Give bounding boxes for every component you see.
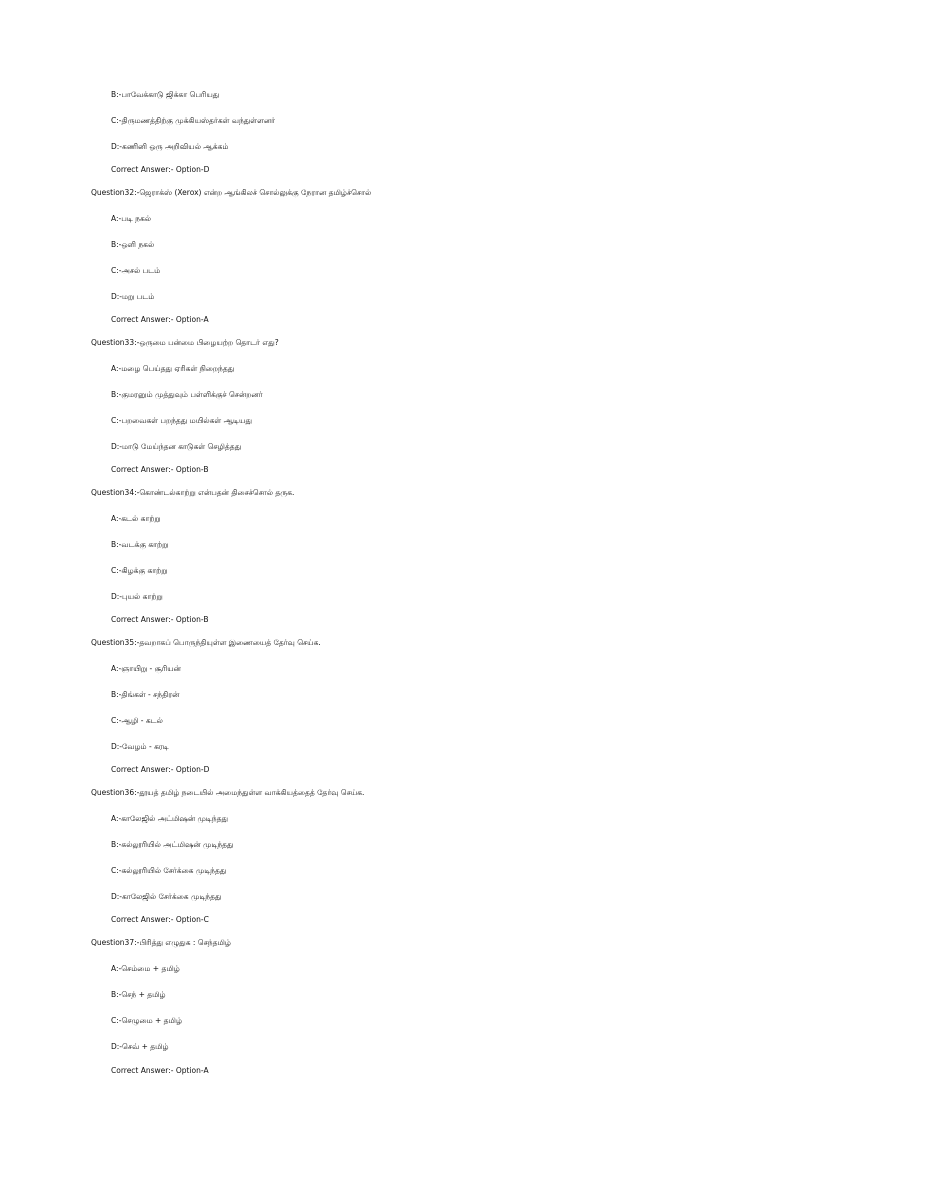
option-label: D:-: [111, 442, 123, 451]
question-text: தவறாகப் பொருந்தியுள்ள இணையைத் தேர்வு செய்க.: [139, 638, 321, 647]
option-d: [111, 892, 222, 902]
option-text: செவ் + தமிழ்: [122, 1042, 169, 1051]
option-label: C:-: [111, 416, 122, 425]
option-label: C:-: [111, 716, 122, 725]
question-37: [91, 938, 231, 948]
correct-answer: Correct Answer:- Option-A: [111, 315, 209, 324]
option-d: [111, 292, 154, 302]
option-text: செந் + தமிழ்: [121, 990, 166, 999]
option-b: [111, 990, 166, 1000]
option-a: [111, 514, 161, 524]
option-label: A:-: [111, 664, 122, 673]
question-32: [91, 188, 371, 198]
option-label: A:-: [111, 814, 122, 823]
question-text: ஒருமை பன்மை பிழையற்ற தொடர் எது?: [139, 338, 279, 347]
option-text: காலேஜில் அட்மிஷன் முடிந்தது: [121, 814, 228, 823]
option-c: [111, 416, 252, 426]
option-d: [111, 742, 169, 752]
question-number: Question34:-: [91, 488, 140, 497]
correct-answer: Correct Answer:- Option-A: [111, 1066, 209, 1075]
option-text: திங்கள் - சந்திரன்: [121, 690, 180, 699]
option-c: [111, 1016, 182, 1026]
option-c: [111, 716, 163, 726]
option-label: C:-: [111, 116, 122, 125]
option-c: [111, 116, 275, 126]
option-text: படி நகல்: [121, 214, 152, 223]
option-label: A:-: [111, 364, 122, 373]
option-label: B:-: [111, 990, 122, 999]
option-text: பாவேக்காடு ஜிக்கா பெரியது: [121, 90, 220, 99]
option-text: கல்லூரியில் அட்மிஷன் முடிந்தது: [121, 840, 234, 849]
option-text: மறு படம்: [122, 292, 155, 301]
option-label: D:-: [111, 1042, 123, 1051]
question-34: [91, 488, 294, 498]
question-number: Question33:-: [91, 338, 140, 347]
option-text: அசல் படம்: [121, 266, 161, 275]
option-b: [111, 90, 219, 100]
option-text: ஒளி நகல்: [121, 240, 155, 249]
option-text: வடக்கு காற்று: [121, 540, 169, 549]
option-label: D:-: [111, 892, 123, 901]
option-label: D:-: [111, 292, 123, 301]
question-number: Question35:-: [91, 638, 140, 647]
option-a: [111, 364, 234, 374]
option-label: B:-: [111, 390, 122, 399]
question-text: கொண்டல்காற்று என்பதன் திசைச்சொல் தருக.: [139, 488, 295, 497]
option-label: D:-: [111, 142, 123, 151]
option-text: கடல் காற்று: [121, 514, 161, 523]
question-text: ஜெராக்ஸ் (Xerox) என்ற ஆங்கிலச் சொல்லுக்கு நேரான தமிழ்ச்சொல்: [139, 188, 372, 197]
correct-answer: Correct Answer:- Option-C: [111, 915, 209, 924]
option-label: B:-: [111, 90, 122, 99]
option-text: குமரனும் முத்துவும் பள்ளிக்குச் சென்றனர்: [121, 390, 263, 399]
option-a: [111, 664, 181, 674]
correct-answer: Correct Answer:- Option-B: [111, 615, 209, 624]
option-b: [111, 240, 154, 250]
option-text: மாடு மேய்ந்தன காடுகள் செழித்தது: [122, 442, 242, 451]
option-label: D:-: [111, 742, 123, 751]
question-number: Question36:-: [91, 788, 140, 797]
correct-answer: Correct Answer:- Option-D: [111, 165, 210, 174]
option-d: [111, 592, 163, 602]
option-d: [111, 442, 241, 452]
option-b: [111, 690, 179, 700]
option-label: C:-: [111, 566, 122, 575]
option-label: C:-: [111, 266, 122, 275]
option-c: [111, 866, 226, 876]
option-text: ஞாயிறு - சூரியன்: [121, 664, 181, 673]
option-c: [111, 266, 160, 276]
option-d: [111, 1042, 169, 1052]
option-text: திருமணத்திற்கு முக்கியஸ்தர்கள் வந்துள்ளனர்: [121, 116, 276, 125]
question-36: [91, 788, 364, 798]
option-label: C:-: [111, 866, 122, 875]
option-text: கிழக்கு காற்று: [121, 566, 168, 575]
option-label: A:-: [111, 964, 122, 973]
option-text: கணினி ஒரு அறிவியல் ஆக்கம்: [122, 142, 229, 151]
option-text: வேழம் - கரடி: [122, 742, 169, 751]
option-label: B:-: [111, 240, 122, 249]
option-text: ஆழி - கடல்: [121, 716, 163, 725]
question-number: Question37:-: [91, 938, 140, 947]
option-text: பறவைகள் பறந்தது மயில்கள் ஆடியது: [121, 416, 252, 425]
option-label: B:-: [111, 840, 122, 849]
question-number: Question32:-: [91, 188, 140, 197]
option-b: [111, 540, 168, 550]
option-text: காலேஜில் சேர்க்கை முடிந்தது: [122, 892, 222, 901]
option-label: A:-: [111, 214, 122, 223]
option-a: [111, 814, 228, 824]
question-35: [91, 638, 321, 648]
option-text: செழுமை + தமிழ்: [121, 1016, 182, 1025]
option-a: [111, 964, 180, 974]
option-a: [111, 214, 151, 224]
option-label: A:-: [111, 514, 122, 523]
option-c: [111, 566, 168, 576]
option-text: கல்லூரியில் சேர்க்கை முடிந்தது: [121, 866, 227, 875]
option-label: C:-: [111, 1016, 122, 1025]
option-b: [111, 840, 234, 850]
question-text: தூயத் தமிழ் நடையில் அமைந்துள்ள வாக்கியத்தைத் தேர்வு செய்க.: [139, 788, 365, 797]
option-text: புயல் காற்று: [122, 592, 163, 601]
option-label: D:-: [111, 592, 123, 601]
option-label: B:-: [111, 690, 122, 699]
question-text: பிரித்து எழுதுக : செந்தமிழ்: [139, 938, 231, 947]
correct-answer: Correct Answer:- Option-B: [111, 465, 209, 474]
option-label: B:-: [111, 540, 122, 549]
option-text: செம்மை + தமிழ்: [121, 964, 180, 973]
option-d: [111, 142, 228, 152]
correct-answer: Correct Answer:- Option-D: [111, 765, 210, 774]
option-b: [111, 390, 263, 400]
option-text: மழை பெய்தது ஏரிகள் நிறைந்தது: [121, 364, 235, 373]
question-33: [91, 338, 279, 348]
